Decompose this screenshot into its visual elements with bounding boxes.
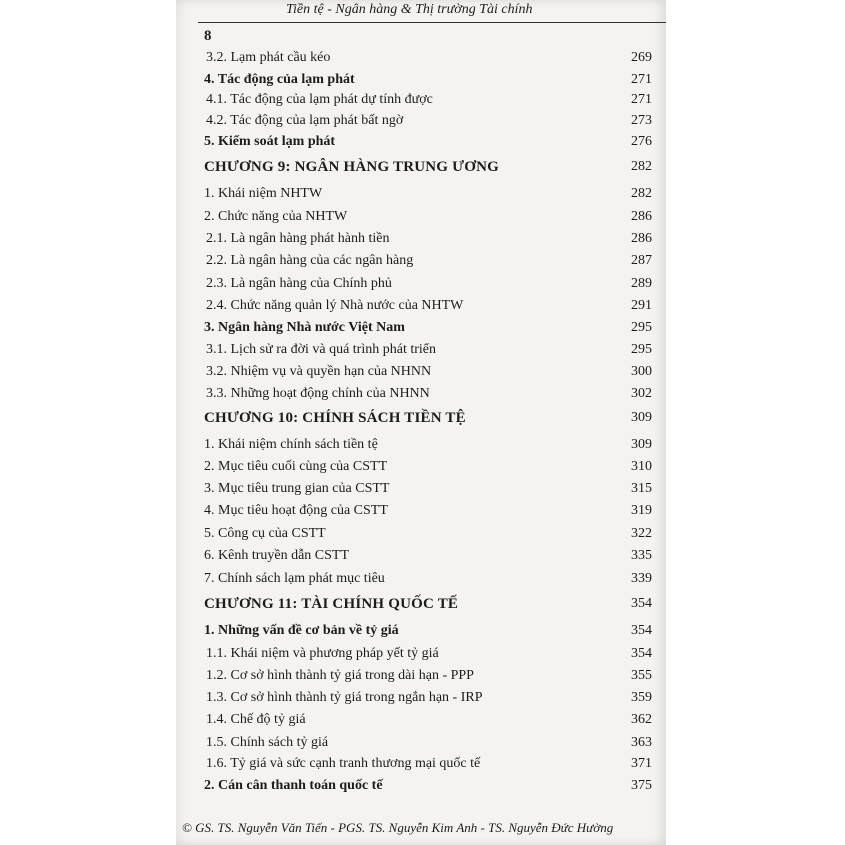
toc-page-number: 271 [631, 72, 652, 87]
toc-page-number: 269 [631, 50, 652, 65]
toc-entry-title: CHƯƠNG 9: NGÂN HÀNG TRUNG ƯƠNG [204, 159, 500, 175]
toc-row [204, 386, 664, 406]
toc-row [204, 364, 664, 384]
toc-entry-title: 3.3. Những hoạt động chính của NHNN [206, 386, 430, 401]
table-of-contents [176, 0, 666, 845]
toc-page-number: 322 [631, 526, 652, 541]
toc-entry-title: 5. Kiểm soát lạm phát [204, 134, 336, 149]
toc-page-number: 286 [631, 231, 652, 246]
toc-chapter-row [204, 159, 664, 179]
toc-row [204, 209, 664, 229]
toc-row [204, 623, 664, 643]
book-page [176, 0, 666, 845]
toc-row [204, 186, 664, 206]
toc-row [204, 756, 664, 776]
toc-page-number: 273 [631, 113, 652, 128]
toc-page-number: 295 [631, 342, 652, 357]
toc-row [204, 735, 664, 755]
toc-row [204, 712, 664, 732]
toc-row [204, 72, 664, 92]
toc-chapter-row [204, 410, 664, 430]
toc-entry-title: 4.2. Tác động của lạm phát bất ngờ [206, 113, 404, 128]
toc-entry-title: 1.2. Cơ sở hình thành tỷ giá trong dài hạn - PPP [206, 668, 474, 683]
toc-entry-title: 4.1. Tác động của lạm phát dự tính được [206, 92, 433, 107]
toc-entry-title: 7. Chính sách lạm phát mục tiêu [204, 571, 385, 586]
toc-entry-title: CHƯƠNG 11: TÀI CHÍNH QUỐC TẾ [204, 596, 459, 612]
toc-row [204, 437, 664, 457]
toc-page-number: 300 [631, 364, 652, 379]
toc-page-number: 282 [631, 159, 652, 174]
toc-page-number: 371 [631, 756, 652, 771]
toc-page-number: 354 [631, 646, 652, 661]
toc-entry-title: 1.5. Chính sách tỷ giá [206, 735, 329, 750]
toc-entry-title: 1. Khái niệm chính sách tiền tệ [204, 437, 378, 452]
toc-entry-title: 6. Kênh truyền dẫn CSTT [204, 548, 350, 563]
toc-row [204, 231, 664, 251]
toc-entry-title: 4. Tác động của lạm phát [204, 72, 355, 87]
toc-page-number: 319 [631, 503, 652, 518]
toc-page-number: 375 [631, 778, 652, 793]
toc-page-number: 359 [631, 690, 652, 705]
toc-row [204, 276, 664, 296]
page-number: 8 [204, 28, 212, 44]
running-header-title: Tiền tệ - Ngân hàng & Thị trường Tài chính [286, 2, 533, 17]
toc-row [204, 342, 664, 362]
toc-page-number: 291 [631, 298, 652, 313]
toc-entry-title: 3. Ngân hàng Nhà nước Việt Nam [204, 320, 405, 335]
toc-entry-title: 2.3. Là ngân hàng của Chính phủ [206, 276, 392, 291]
toc-row [204, 668, 664, 688]
toc-entry-title: 2.2. Là ngân hàng của các ngân hàng [206, 253, 414, 268]
toc-row [204, 113, 664, 133]
toc-row [204, 778, 664, 798]
toc-entry-title: 1.1. Khái niệm và phương pháp yết tỷ giá [206, 646, 439, 661]
toc-row [204, 646, 664, 666]
toc-entry-title: 1.3. Cơ sở hình thành tỷ giá trong ngắn hạn - IRP [206, 690, 483, 705]
toc-page-number: 295 [631, 320, 652, 335]
toc-page-number: 354 [631, 596, 652, 611]
toc-page-number: 309 [631, 437, 652, 452]
toc-page-number: 335 [631, 548, 652, 563]
toc-row [204, 548, 664, 568]
toc-entry-title: 2. Cán cân thanh toán quốc tế [204, 778, 383, 793]
toc-entry-title: 4. Mục tiêu hoạt động của CSTT [204, 503, 388, 518]
toc-entry-title: 2.4. Chức năng quản lý Nhà nước của NHTW [206, 298, 464, 313]
toc-page-number: 282 [631, 186, 652, 201]
toc-entry-title: 1. Những vấn đề cơ bản về tỷ giá [204, 623, 399, 638]
toc-page-number: 271 [631, 92, 652, 107]
toc-entry-title: 2. Mục tiêu cuối cùng của CSTT [204, 459, 388, 474]
toc-entry-title: 2.1. Là ngân hàng phát hành tiền [206, 231, 390, 246]
toc-row [204, 92, 664, 112]
toc-entry-title: 3. Mục tiêu trung gian của CSTT [204, 481, 390, 496]
toc-page-number: 363 [631, 735, 652, 750]
toc-entry-title: 3.2. Lạm phát cầu kéo [206, 50, 331, 65]
toc-chapter-row [204, 596, 664, 616]
toc-page-number: 362 [631, 712, 652, 727]
toc-entry-title: 3.1. Lịch sử ra đời và quá trình phát triển [206, 342, 436, 357]
toc-page-number: 287 [631, 253, 652, 268]
toc-entry-title: 2. Chức năng của NHTW [204, 209, 348, 224]
toc-row [204, 503, 664, 523]
toc-page-number: 286 [631, 209, 652, 224]
toc-entry-title: 1. Khái niệm NHTW [204, 186, 323, 201]
toc-entry-title: 1.4. Chế độ tỷ giá [206, 712, 306, 727]
copyright-footer: © GS. TS. Nguyễn Văn Tiến - PGS. TS. Nguyễn Kim Anh - TS. Nguyễn Đức Hường [182, 820, 614, 835]
toc-entry-title: CHƯƠNG 10: CHÍNH SÁCH TIỀN TỆ [204, 410, 466, 426]
toc-page-number: 276 [631, 134, 652, 149]
toc-page-number: 355 [631, 668, 652, 683]
toc-row [204, 298, 664, 318]
toc-row [204, 526, 664, 546]
toc-row [204, 481, 664, 501]
toc-entry-title: 3.2. Nhiệm vụ và quyền hạn của NHNN [206, 364, 432, 379]
toc-row [204, 134, 664, 154]
toc-row [204, 50, 664, 70]
toc-page-number: 339 [631, 571, 652, 586]
toc-page-number: 354 [631, 623, 652, 638]
toc-row [204, 253, 664, 273]
toc-page-number: 309 [631, 410, 652, 425]
toc-page-number: 289 [631, 276, 652, 291]
toc-row [204, 459, 664, 479]
toc-row [204, 320, 664, 340]
toc-entry-title: 5. Công cụ của CSTT [204, 526, 326, 541]
toc-page-number: 310 [631, 459, 652, 474]
toc-page-number: 302 [631, 386, 652, 401]
toc-entry-title: 1.6. Tỷ giá và sức cạnh tranh thương mại quốc tế [206, 756, 481, 771]
toc-row [204, 571, 664, 591]
toc-row [204, 690, 664, 710]
toc-page-number: 315 [631, 481, 652, 496]
